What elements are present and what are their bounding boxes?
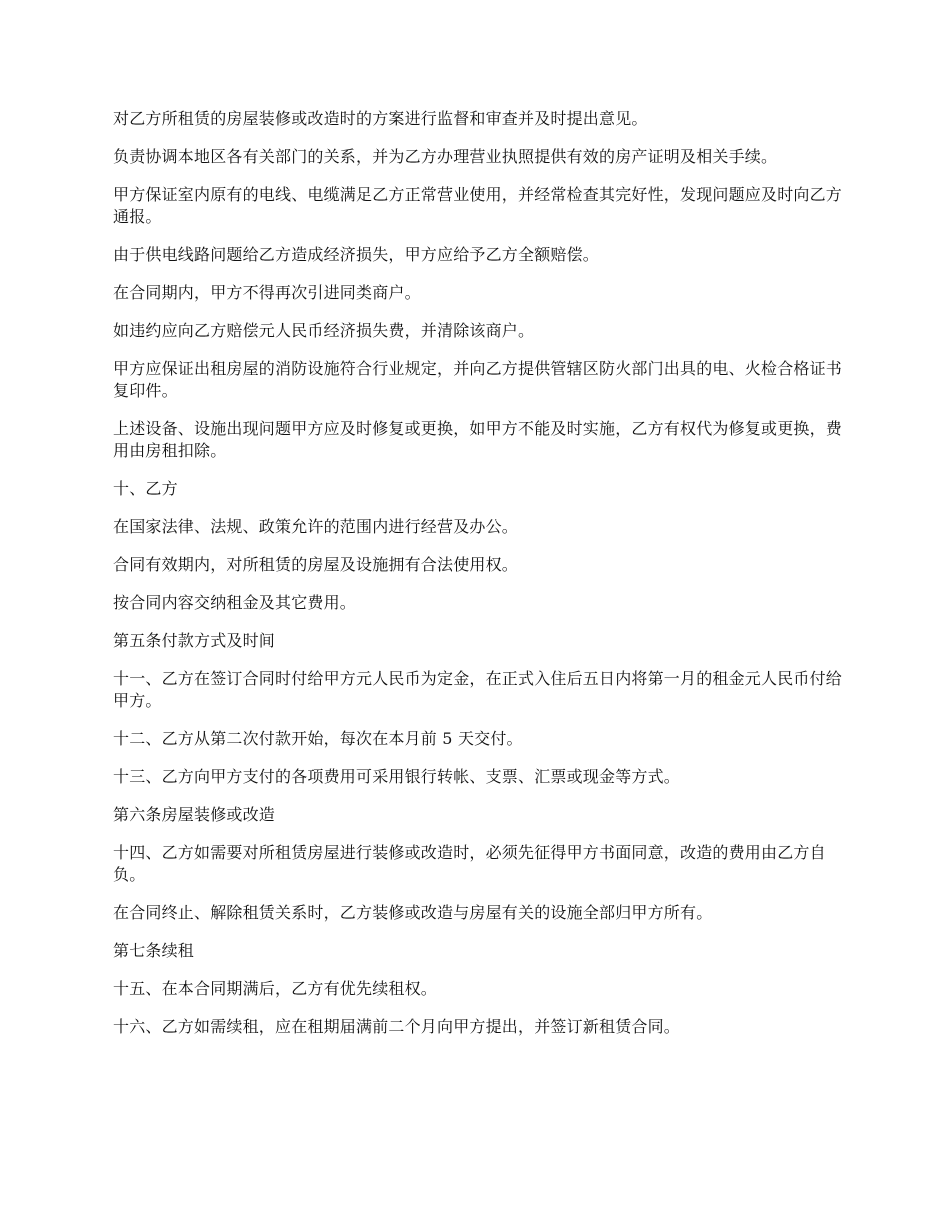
document-body [113, 108, 843, 1054]
paragraph-priority-renewal: 十五、在本合同期满后，乙方有优先续租权。 [113, 979, 438, 998]
paragraph-breach-compensation: 如违约应向乙方赔偿元人民币经济损失费，并清除该商户。 [113, 321, 535, 340]
section-heading-party-b: 十、乙方 [113, 479, 178, 498]
paragraph-lawful-operation: 在国家法律、法规、政策允许的范围内进行经营及办公。 [113, 517, 519, 536]
paragraph-deposit: 十一、乙方在签订合同时付给甲方元人民币为定金，在正式入住后五日内将第一月的租金元人民币付给甲方。 [113, 669, 843, 710]
paragraph-power-loss-compensation: 由于供电线路问题给乙方造成经济损失，甲方应给予乙方全额赔偿。 [113, 245, 600, 264]
paragraph-usage-right: 合同有效期内，对所租赁的房屋及设施拥有合法使用权。 [113, 555, 519, 574]
paragraph-payment-methods: 十三、乙方向甲方支付的各项费用可采用银行转帐、支票、汇票或现金等方式。 [113, 767, 681, 786]
paragraph-renewal-notice: 十六、乙方如需续租，应在租期届满前二个月向甲方提出，并签订新租赁合同。 [113, 1017, 681, 1036]
article-heading-renovation: 第六条房屋装修或改造 [113, 805, 276, 824]
paragraph-fire-safety: 甲方应保证出租房屋的消防设施符合行业规定，并向乙方提供管辖区防火部门出具的电、火检合格证书复印件。 [113, 359, 843, 400]
paragraph-supervise-renovation: 对乙方所租赁的房屋装修或改造时的方案进行监督和审查并及时提出意见。 [113, 109, 648, 128]
article-heading-payment: 第五条付款方式及时间 [113, 631, 276, 650]
paragraph-repair-replacement: 上述设备、设施出现问题甲方应及时修复或更换，如甲方不能及时实施，乙方有权代为修复或更换，费用由房租扣除。 [113, 419, 843, 460]
paragraph-renovation-ownership: 在合同终止、解除租赁关系时，乙方装修或改造与房屋有关的设施全部归甲方所有。 [113, 903, 713, 922]
paragraph-pay-rent: 按合同内容交纳租金及其它费用。 [113, 593, 357, 612]
paragraph-coordinate-departments: 负责协调本地区各有关部门的关系，并为乙方办理营业执照提供有效的房产证明及相关手续。 [113, 147, 778, 166]
paragraph-renovation-consent: 十四、乙方如需要对所租赁房屋进行装修或改造时，必须先征得甲方书面同意，改造的费用由乙方自负。 [113, 843, 826, 884]
article-heading-renewal: 第七条续租 [113, 941, 195, 960]
paragraph-payment-schedule: 十二、乙方从第二次付款开始，每次在本月前 5 天交付。 [113, 729, 523, 748]
paragraph-no-similar-merchants: 在合同期内，甲方不得再次引进同类商户。 [113, 283, 421, 302]
paragraph-electric-wiring: 甲方保证室内原有的电线、电缆满足乙方正常营业使用，并经常检查其完好性，发现问题应及时向乙方通报。 [113, 185, 843, 226]
